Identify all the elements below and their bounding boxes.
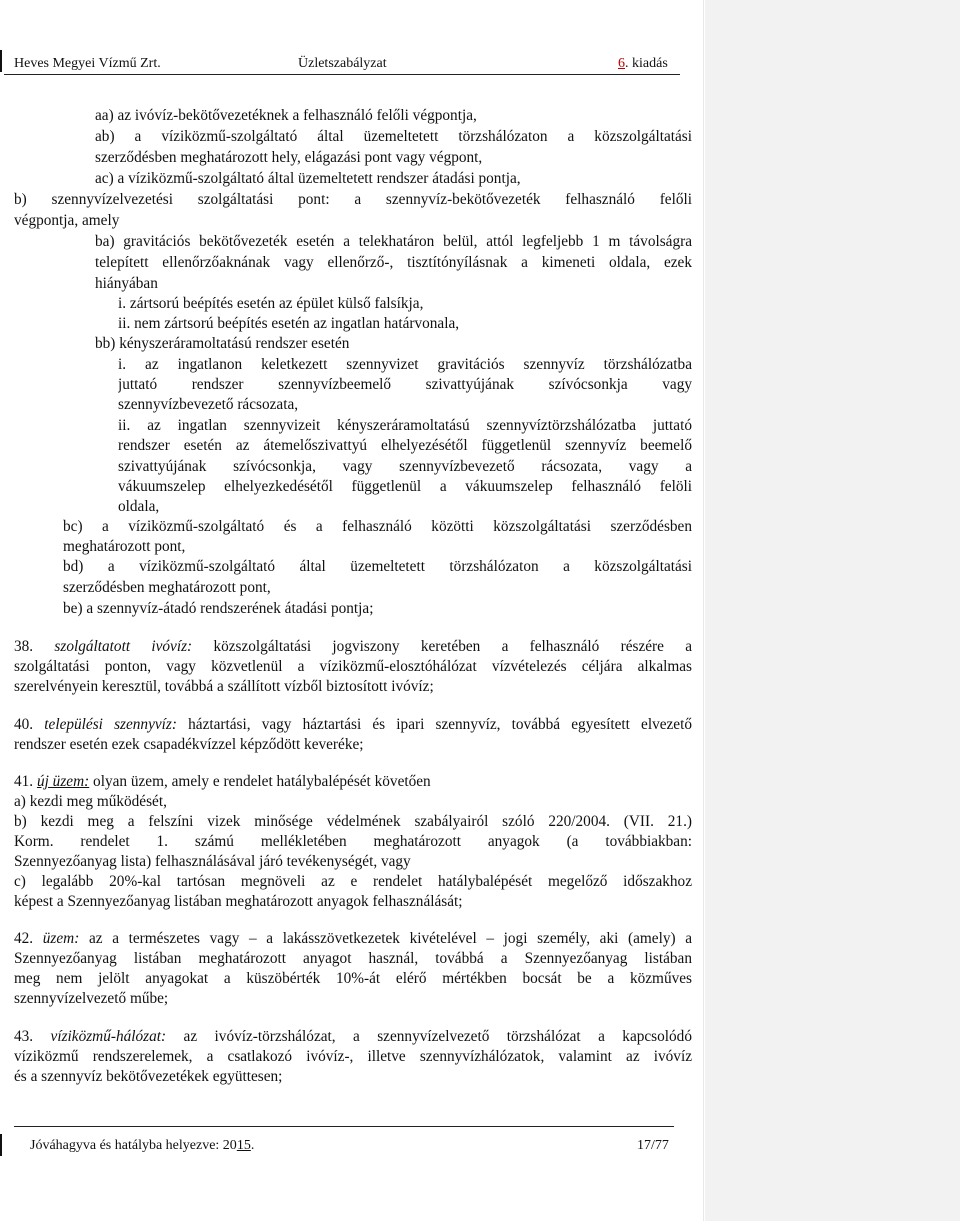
- definition-38-first-line: [14, 637, 692, 657]
- footer-rule: [14, 1126, 674, 1127]
- text-line: ii. az ingatlan szennyvizeit kényszeráramoltatású szennyvíztörzshálózatba juttató: [118, 417, 692, 434]
- text-line: oldala,: [118, 498, 160, 515]
- definition-term: üzem:: [42, 930, 80, 947]
- text-line: Szennyezőanyag listában meghatározott anyagot használ, továbbá a Szennyezőanyag listában: [14, 950, 692, 967]
- text-line: juttató rendszer szennyvízbeemelő szivattyújának szívócsonkja vagy: [118, 376, 692, 393]
- definition-number: 42.: [14, 930, 34, 947]
- definition-43-first-line: [14, 1027, 692, 1047]
- text-line: telepített ellenőrzőaknának vagy ellenőrző-, tisztítónyílásnak a kimeneti oldala, ezek: [95, 254, 692, 271]
- text-line: hiányában: [95, 275, 158, 292]
- edition-label: . kiadás: [625, 56, 668, 71]
- text-line: szivattyújának szívócsonkja, vagy szennyvízbevezető rácsozata, vagy a: [118, 458, 692, 475]
- text-line: be) a szennyvíz-átadó rendszerének átadási pontja;: [63, 600, 374, 617]
- definition-42-first-line: [14, 929, 692, 949]
- text-line: rendszer esetén ezek csapadékvízzel képződött keveréke;: [14, 736, 364, 753]
- text-line: végpontja, amely: [14, 212, 120, 229]
- text-line: képest a Szennyezőanyag listában meghatározott anyagok felhasználását;: [14, 893, 463, 910]
- edition-number: 6: [618, 56, 625, 71]
- definition-number: 43.: [14, 1028, 34, 1045]
- definition-text: közszolgáltatási jogviszony keretében a felhasználó részére a: [213, 638, 692, 655]
- text-line: és a szennyvíz bekötővezetékek együttesen;: [14, 1068, 283, 1085]
- text-line: b) szennyvízelvezetési szolgáltatási pont: a szennyvíz-bekötővezeték felhasználó felőli: [14, 191, 692, 208]
- approval-dot: .: [250, 1138, 255, 1153]
- text-line: meghatározott pont,: [63, 538, 186, 555]
- text-line: bc) a víziközmű-szolgáltató és a felhasználó közötti közszolgáltatási szerződésben: [63, 518, 692, 535]
- text-line: szerződésben meghatározott hely, elágazási pont vagy végpont,: [95, 149, 483, 166]
- text-span: ab) a víziközmű-szolgáltató által üzemeltetett törzshálózaton a közszolgáltatási: [95, 128, 692, 145]
- definition-number: 38.: [14, 638, 34, 655]
- definition-term: települési szennyvíz:: [44, 716, 177, 733]
- text-line: ac) a víziközmű-szolgáltató által üzemeltetett rendszer átadási pontja,: [95, 170, 521, 187]
- text-line: szerződésben meghatározott pont,: [63, 579, 271, 596]
- text-line: víziközmű rendszerelemek, a csatlakozó ivóvíz-, illetve szennyvízhálózatok, valamint az ivóvíz: [14, 1048, 692, 1065]
- text-line: szolgáltatási ponton, vagy közvetlenül a víziközmű-elosztóhálózat vízvételezés céljára alkalmas: [14, 658, 692, 675]
- comment-margin-divider: [703, 0, 704, 1221]
- text-line: Korm. rendelet 1. számú mellékletében meghatározott anyagok (a továbbiakban:: [14, 833, 692, 850]
- definition-term: szolgáltatott ivóvíz:: [54, 638, 193, 655]
- text-line: bb) kényszeráramoltatású rendszer esetén: [95, 335, 350, 352]
- approval-text: Jóváhagyva és hatályba helyezve: 20: [30, 1138, 237, 1153]
- footer-page-indicator: 17/77: [637, 1138, 669, 1153]
- definition-text: az ivóvíz-törzshálózat, a szennyvízelvezető törzshálózat a kapcsolódó: [183, 1028, 692, 1045]
- approval-year-suffix: 15: [236, 1138, 251, 1153]
- header-company: Heves Megyei Vízmű Zrt.: [14, 56, 161, 71]
- definition-term: víziközmű-hálózat:: [50, 1028, 167, 1045]
- definition-term: új üzem:: [36, 773, 90, 790]
- definition-text: háztartási, vagy háztartási és ipari szennyvíz, továbbá egyesített elvezető: [188, 716, 692, 733]
- header-rule: [4, 74, 680, 75]
- text-line: szerelvényein keresztül, továbbá a szállított vízből biztosított ivóvíz;: [14, 678, 434, 695]
- text-line: i. az ingatlanon keletkezett szennyvizet gravitációs szennyvíz törzshálózatba: [118, 356, 692, 373]
- header-edition: [618, 56, 668, 72]
- header-doc-title: Üzletszabályzat: [298, 56, 387, 71]
- revision-bar-header: [0, 50, 2, 72]
- text-line: Szennyezőanyag lista) felhasználásával járó tevékenységét, vagy: [14, 853, 411, 870]
- text-line: ba) gravitációs bekötővezeték esetén a telekhatáron belül, attól legfeljebb 1 m távolságra: [95, 233, 692, 250]
- text-line: ii. nem zártsorú beépítés esetén az ingatlan határvonala,: [118, 315, 460, 332]
- definition-text: az a természetes vagy – a lakásszövetkezetek kivételével – jogi személy, aki (amely) a: [88, 930, 692, 947]
- text-line: aa) az ivóvíz-bekötővezetéknek a felhasználó felőli végpontja,: [95, 107, 477, 124]
- definition-text: olyan üzem, amely e rendelet hatálybalépését követően: [93, 773, 431, 790]
- comment-margin-panel: [705, 0, 960, 1221]
- text-line: meg nem jelölt anyagokat a küszöbérték 10%-át elérő mértékben bocsát be a közműves: [14, 970, 692, 987]
- text-line: bd) a víziközmű-szolgáltató által üzemeltetett törzshálózaton a közszolgáltatási: [63, 558, 692, 575]
- text-line: a) kezdi meg működését,: [14, 793, 167, 810]
- text-line: b) kezdi meg a felszíni vizek minősége védelmének szabályairól szóló 220/2004. (VII. 21.): [14, 813, 692, 830]
- text-line: i. zártsorú beépítés esetén az épület külső falsíkja,: [118, 295, 424, 312]
- text-line: vákuumszelep elhelyezkedésétől függetlenül a vákuumszelep felhasználó felöli: [118, 478, 692, 495]
- definition-40-first-line: [14, 715, 692, 735]
- text-line: szennyvízelvezető műbe;: [14, 990, 169, 1007]
- text-line: rendszer esetén az átemelőszivattyú elhelyezésétől függetlenül szennyvíz beemelő: [118, 437, 692, 454]
- text-line: [95, 127, 692, 147]
- definition-41-first-line: [14, 772, 431, 792]
- text-line: szennyvízbevezető rácsozata,: [118, 396, 299, 413]
- footer-approval: [30, 1138, 254, 1154]
- definition-number: 40.: [14, 716, 34, 733]
- revision-bar-footer: [0, 1134, 2, 1156]
- definition-number: 41.: [14, 773, 34, 790]
- text-line: c) legalább 20%-kal tartósan megnöveli az e rendelet hatálybalépését megelőző időszakhoz: [14, 873, 692, 890]
